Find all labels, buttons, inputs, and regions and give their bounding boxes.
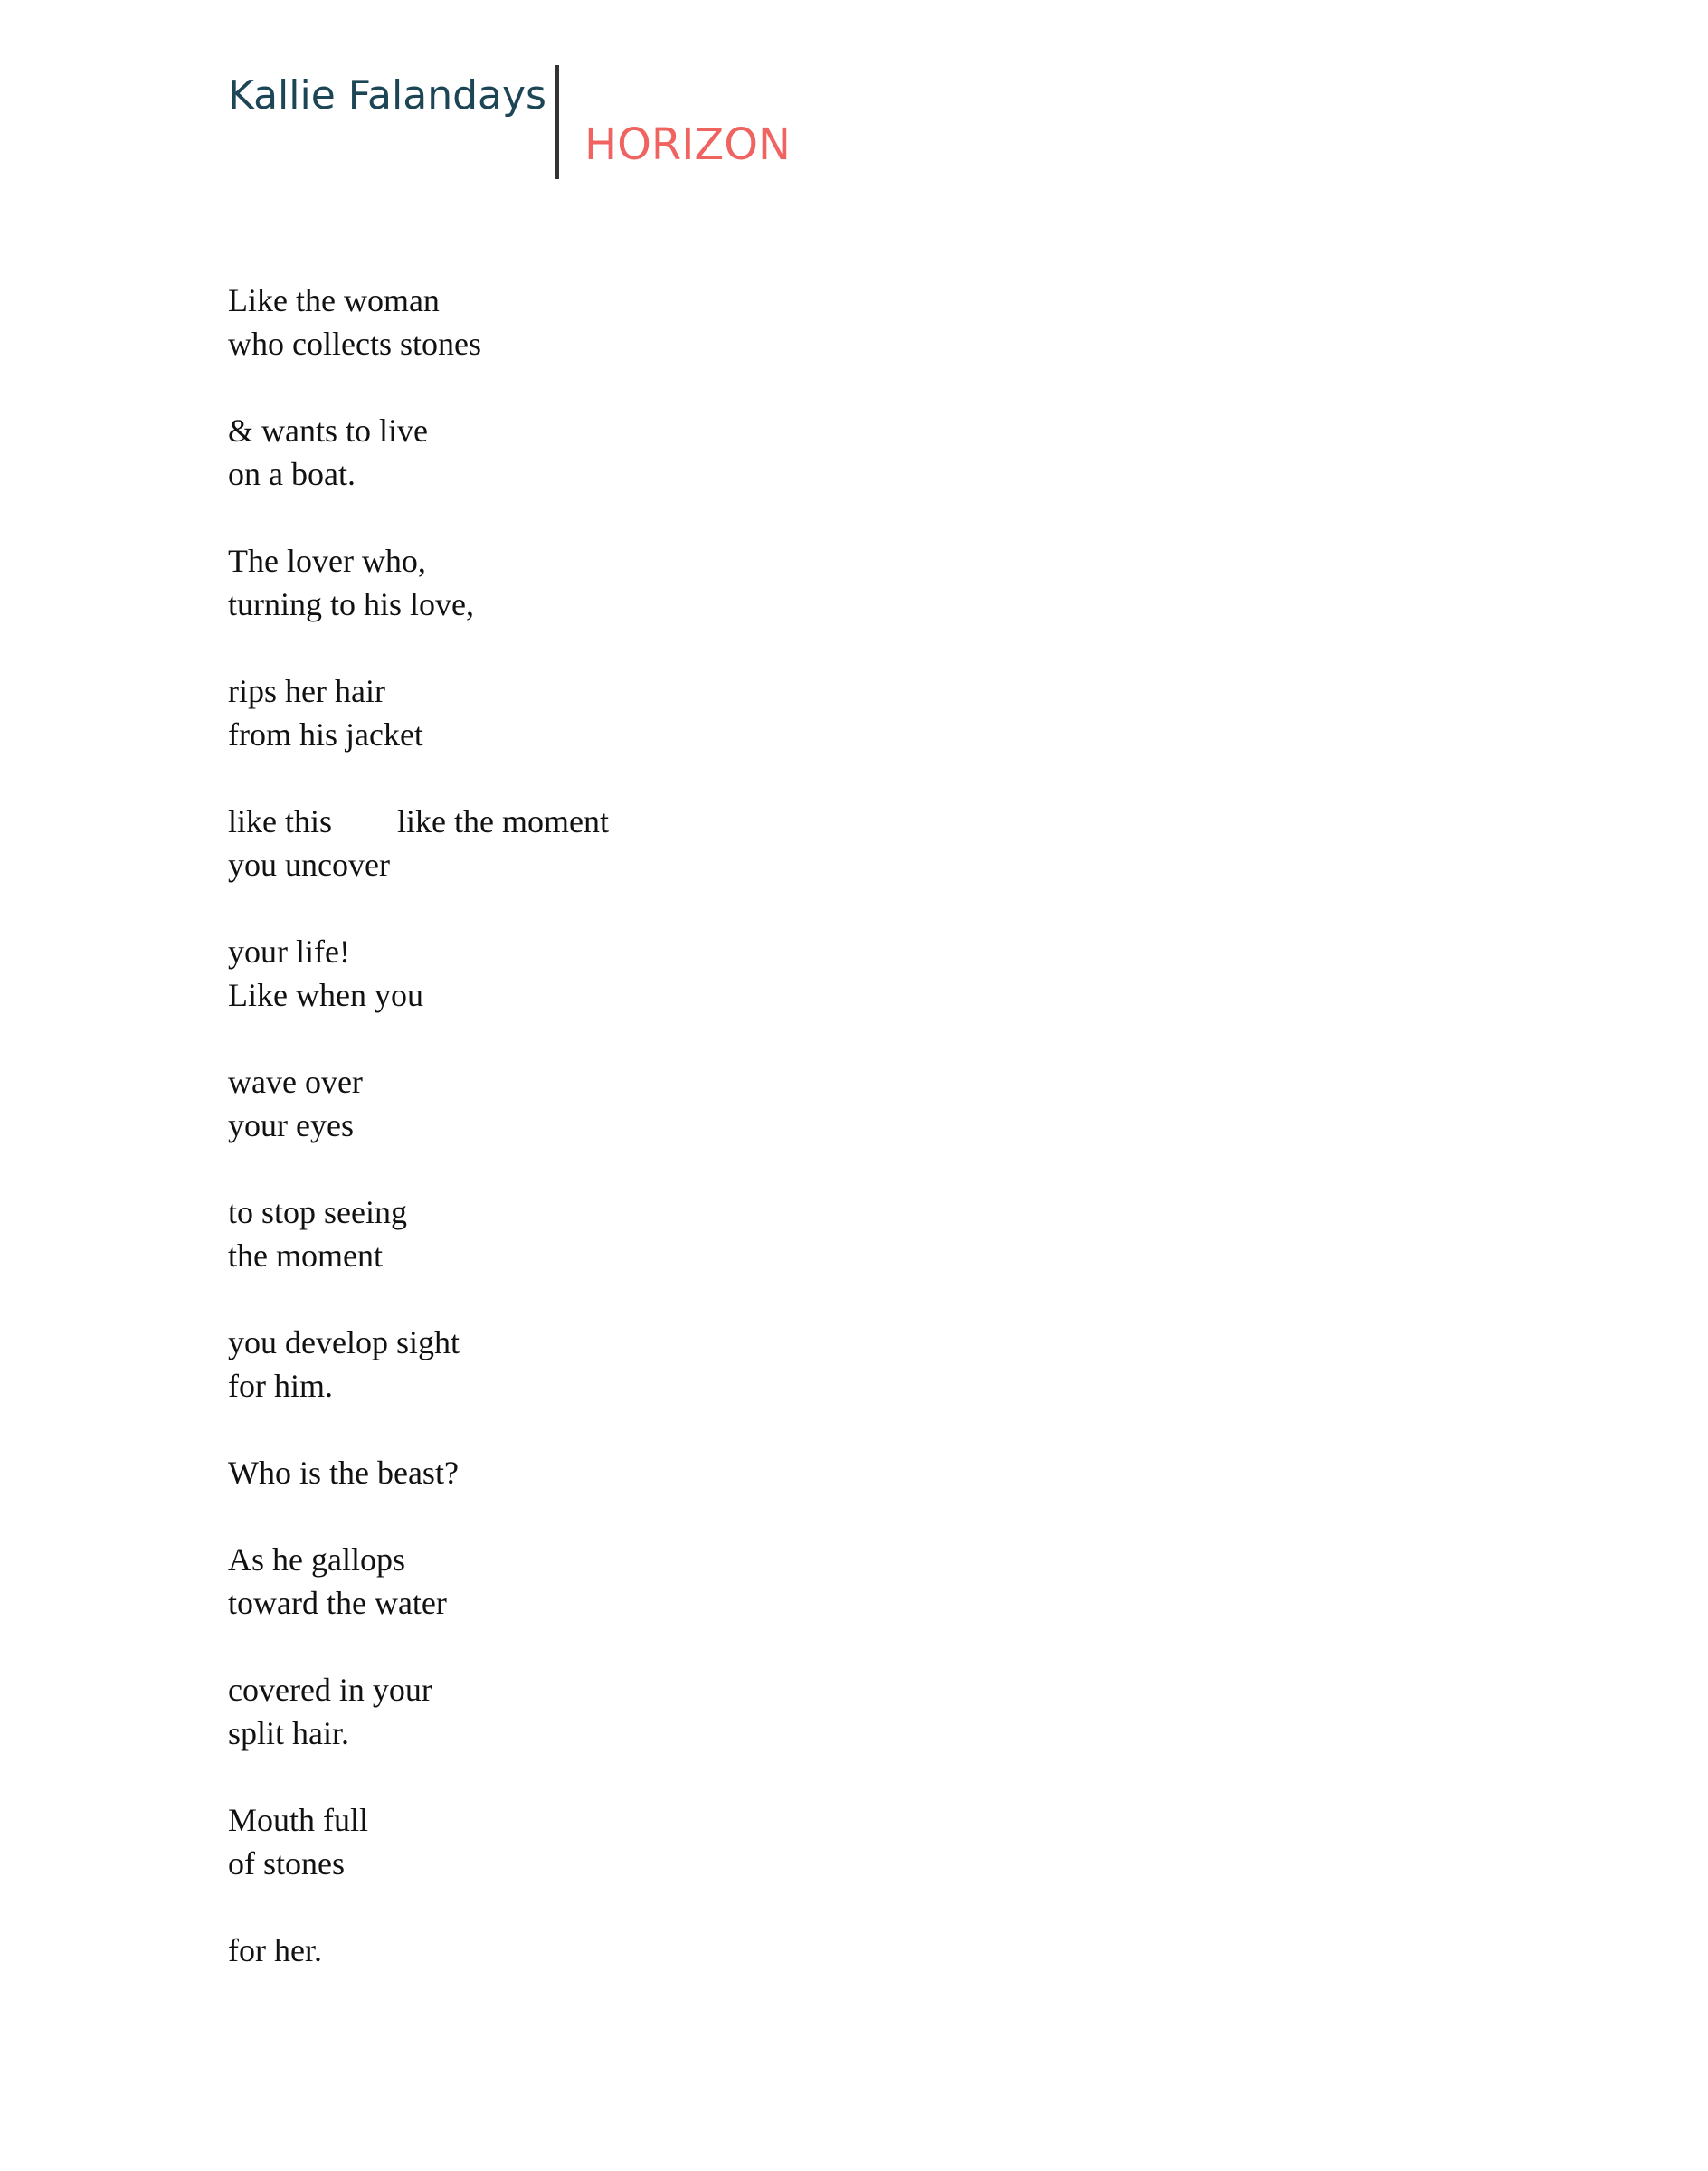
poem-line: from his jacket xyxy=(228,716,423,753)
stanza xyxy=(228,669,1314,756)
poem-line: your life! xyxy=(228,934,350,970)
stanza xyxy=(228,409,1314,496)
stanza xyxy=(228,1060,1314,1147)
poem-line: Like when you xyxy=(228,977,423,1013)
stanza xyxy=(228,1538,1314,1625)
header-divider xyxy=(555,65,559,179)
stanza xyxy=(228,930,1314,1017)
poem-line-part: like this xyxy=(228,803,332,839)
stanza xyxy=(228,800,1314,886)
poem-line: for him. xyxy=(228,1368,333,1404)
stanza xyxy=(228,1929,1314,1972)
poem-body xyxy=(228,279,1314,2015)
poem-line-split xyxy=(228,800,1314,843)
poem-line: to stop seeing xyxy=(228,1194,407,1230)
poem-line: toward the water xyxy=(228,1585,447,1621)
poem-line: Like the woman xyxy=(228,282,440,318)
stanza xyxy=(228,1668,1314,1755)
stanza xyxy=(228,539,1314,626)
stanza xyxy=(228,1798,1314,1885)
poem-title: HORIZON xyxy=(584,119,791,170)
poem-line: wave over xyxy=(228,1064,363,1100)
stanza xyxy=(228,1451,1314,1494)
poem-line: you develop sight xyxy=(228,1324,460,1360)
stanza xyxy=(228,1321,1314,1408)
stanza xyxy=(228,1190,1314,1277)
poem-line: of stones xyxy=(228,1845,345,1882)
poem-line: on a boat. xyxy=(228,456,356,492)
poem-line-part: like the moment xyxy=(397,803,609,839)
poem-line: The lover who, xyxy=(228,543,426,579)
author-name: Kallie Falandays xyxy=(228,72,546,119)
poem-line: for her. xyxy=(228,1932,322,1968)
poem-line: the moment xyxy=(228,1237,383,1274)
poem-line: turning to his love, xyxy=(228,586,474,622)
poem-line: & wants to live xyxy=(228,412,428,449)
poem-line: Who is the beast? xyxy=(228,1455,459,1491)
stanza xyxy=(228,279,1314,365)
poem-line: As he gallops xyxy=(228,1541,405,1578)
poem-line: rips her hair xyxy=(228,673,385,709)
poem-line: who collects stones xyxy=(228,326,481,362)
poem-line: split hair. xyxy=(228,1715,349,1751)
poem-line: you uncover xyxy=(228,847,390,883)
poem-line: covered in your xyxy=(228,1672,432,1708)
poem-line: your eyes xyxy=(228,1107,354,1143)
poem-line: Mouth full xyxy=(228,1802,369,1838)
